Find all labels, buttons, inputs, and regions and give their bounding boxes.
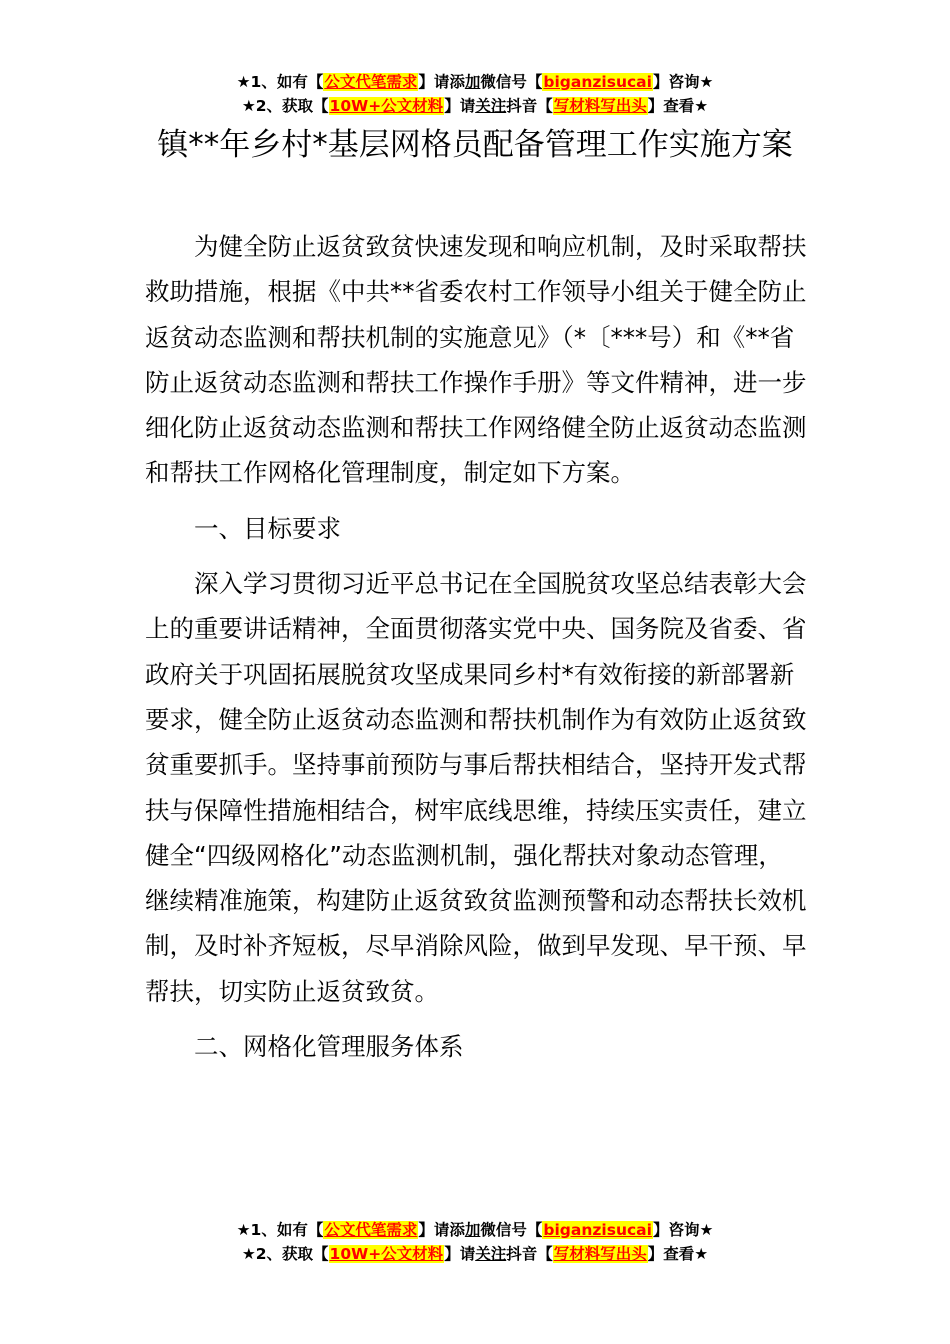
banner-line-2 [0,94,950,118]
banner-text: 】请添 [418,73,465,91]
banner-text: 】咨询★ [652,73,714,91]
banner-line-1 [0,1218,950,1242]
banner-text: 】请添 [418,1221,465,1239]
banner-text: 微信号【 [480,73,543,91]
document-body [145,224,807,1079]
highlight-wechat-id: biganzisucai [543,1221,652,1239]
body-paragraph: 深入学习贯彻习近平总书记在全国脱贫攻坚总结表彰大会上的重要讲话精神，全面贯彻落实党中央、国务院及省委、省政府关于巩固拓展脱贫攻坚成果同乡村*有效衔接的新部署新要求，健全防止返贫动态监测和帮扶机制作为有效防止返贫致贫重要抓手。坚持事前预防与事后帮扶相结合，坚持开发式帮扶与保障性措施相结合，树牢底线思维，持续压实责任，建立健全“四级网格化”动态监测机制，强化帮扶对象动态管理，继续精准施策，构建防止返贫致贫监测预警和动态帮扶长效机制，及时补齐短板，尽早消除风险，做到早发现、早干预、早帮扶，切实防止返贫致贫。 [145,569,807,1006]
highlight-materials: 10W+公文材料 [329,1245,444,1263]
highlight-wechat-id: biganzisucai [543,73,652,91]
highlight-materials: 10W+公文材料 [329,97,444,115]
highlight-douyin-account: 写材料写出头 [553,97,647,115]
highlight-douyin-account: 写材料写出头 [553,1245,647,1263]
section-heading-2: 二、网格化管理服务体系 [194,1032,464,1062]
banner-line-1 [0,70,950,94]
section-heading-1: 一、目标要求 [194,513,341,543]
banner-text: 抖音【 [506,1245,553,1263]
intro-paragraph: 为健全防止返贫致贫快速发现和响应机制，及时采取帮扶救助措施，根据《中共**省委农村工作领导小组关于健全防止返贫动态监测和帮扶机制的实施意见》（*〔***号）和《**省防止返贫动态监测和帮扶工作操作手册》等文件精神，进一步细化防止返贫动态监测和帮扶工作网络健全防止返贫动态监测和帮扶工作网格化管理制度，制定如下方案。 [145,232,807,488]
banner-text: 微信号【 [480,1221,543,1239]
banner-text: 】查看★ [647,97,709,115]
banner-text: 抖音【 [506,97,553,115]
banner-underlined-text: 加 [464,1221,481,1239]
banner-text: 】请 [444,97,476,115]
banner-underlined-text: 关注 [475,1245,507,1263]
banner-underlined-text: 加 [464,73,481,91]
banner-text: 】查看★ [647,1245,709,1263]
footer-banner [0,1218,950,1266]
banner-underlined-text: 关注 [475,97,507,115]
document-title: 镇**年乡村*基层网格员配备管理工作实施方案 [157,127,793,163]
banner-text: 】请 [444,1245,476,1263]
banner-text: ★2、获取【 [241,1245,329,1263]
banner-text: ★1、如有【 [236,73,324,91]
banner-text: 】咨询★ [652,1221,714,1239]
highlight-service: 公文代笔需求 [324,1221,418,1239]
header-banner [0,70,950,118]
highlight-service: 公文代笔需求 [324,73,418,91]
banner-text: ★1、如有【 [236,1221,324,1239]
banner-line-2 [0,1242,950,1266]
banner-text: ★2、获取【 [241,97,329,115]
